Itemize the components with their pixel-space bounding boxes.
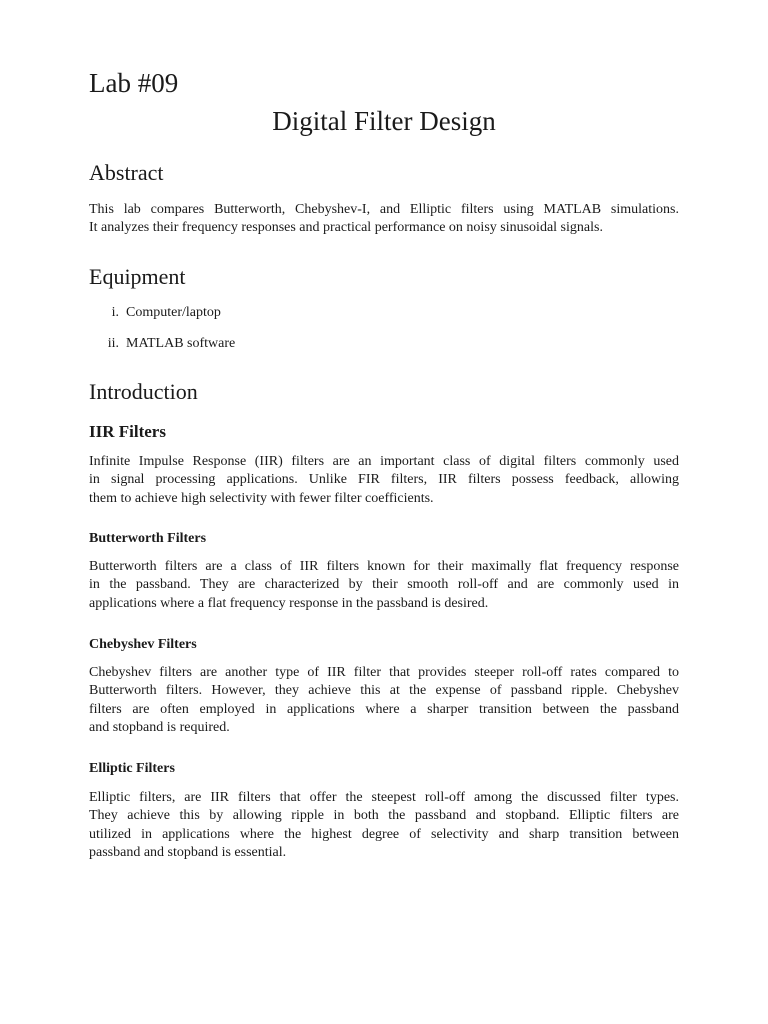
paragraph-line: applications where a flat frequency response in the passband is desired. — [89, 595, 489, 611]
paragraph-line: them to achieve high selectivity with fewer filter coefficients. — [89, 490, 434, 506]
equipment-heading: Equipment — [89, 264, 186, 289]
lab-number: Lab #09 — [89, 68, 179, 98]
list-item-label: Computer/laptop — [126, 305, 221, 320]
list-marker: ii. — [107, 336, 119, 351]
paragraph-line: passband and stopband is essential. — [89, 844, 287, 860]
butterworth-heading: Butterworth Filters — [89, 531, 207, 546]
iir-filters-paragraph — [89, 453, 679, 508]
list-item-label: MATLAB software — [126, 336, 236, 351]
butterworth-paragraph — [89, 558, 679, 613]
abstract-paragraph — [89, 201, 679, 238]
list-marker: i. — [111, 305, 119, 320]
elliptic-heading: Elliptic Filters — [89, 761, 175, 776]
elliptic-paragraph — [89, 789, 679, 862]
paragraph-line: Chebyshev filters are another type of IIR filter that provides steeper roll-off rates compared to — [89, 665, 679, 680]
chebyshev-paragraph — [89, 664, 679, 737]
paragraph-line: in the passband. They are characterized by their smooth roll-off and are commonly used in — [89, 577, 679, 593]
paragraph-line: filters are often employed in applications where a sharper transition between the passband — [89, 701, 679, 717]
chebyshev-heading: Chebyshev Filters — [89, 637, 197, 652]
introduction-heading: Introduction — [89, 379, 198, 404]
paragraph-line: They achieve this by allowing ripple in both the passband and stopband. Elliptic filters are — [89, 808, 679, 824]
paragraph-line: Elliptic filters, are IIR filters that offer the steepest roll-off among the discussed filter types. — [89, 790, 679, 805]
paragraph-line: and stopband is required. — [89, 719, 230, 735]
paragraph-line: Butterworth filters. However, they achieve this at the expense of passband ripple. Chebyshev — [89, 683, 679, 699]
paragraph-line: in signal processing applications. Unlike FIR filters, IIR filters possess feedback, allowing — [89, 472, 679, 488]
page-title: Digital Filter Design — [272, 106, 496, 136]
paragraph-line: Infinite Impulse Response (IIR) filters are an important class of digital filters commonly used — [89, 454, 679, 469]
abstract-line: It analyzes their frequency responses and practical performance on noisy sinusoidal signals. — [89, 220, 603, 236]
abstract-heading: Abstract — [89, 160, 164, 185]
iir-filters-heading: IIR Filters — [89, 422, 166, 441]
paragraph-line: utilized in applications where the highest degree of selectivity and sharp transition between — [89, 826, 679, 842]
abstract-line: This lab compares Butterworth, Chebyshev-I, and Elliptic filters using MATLAB simulations. — [89, 202, 679, 217]
paragraph-line: Butterworth filters are a class of IIR filters known for their maximally flat frequency response — [89, 559, 679, 574]
